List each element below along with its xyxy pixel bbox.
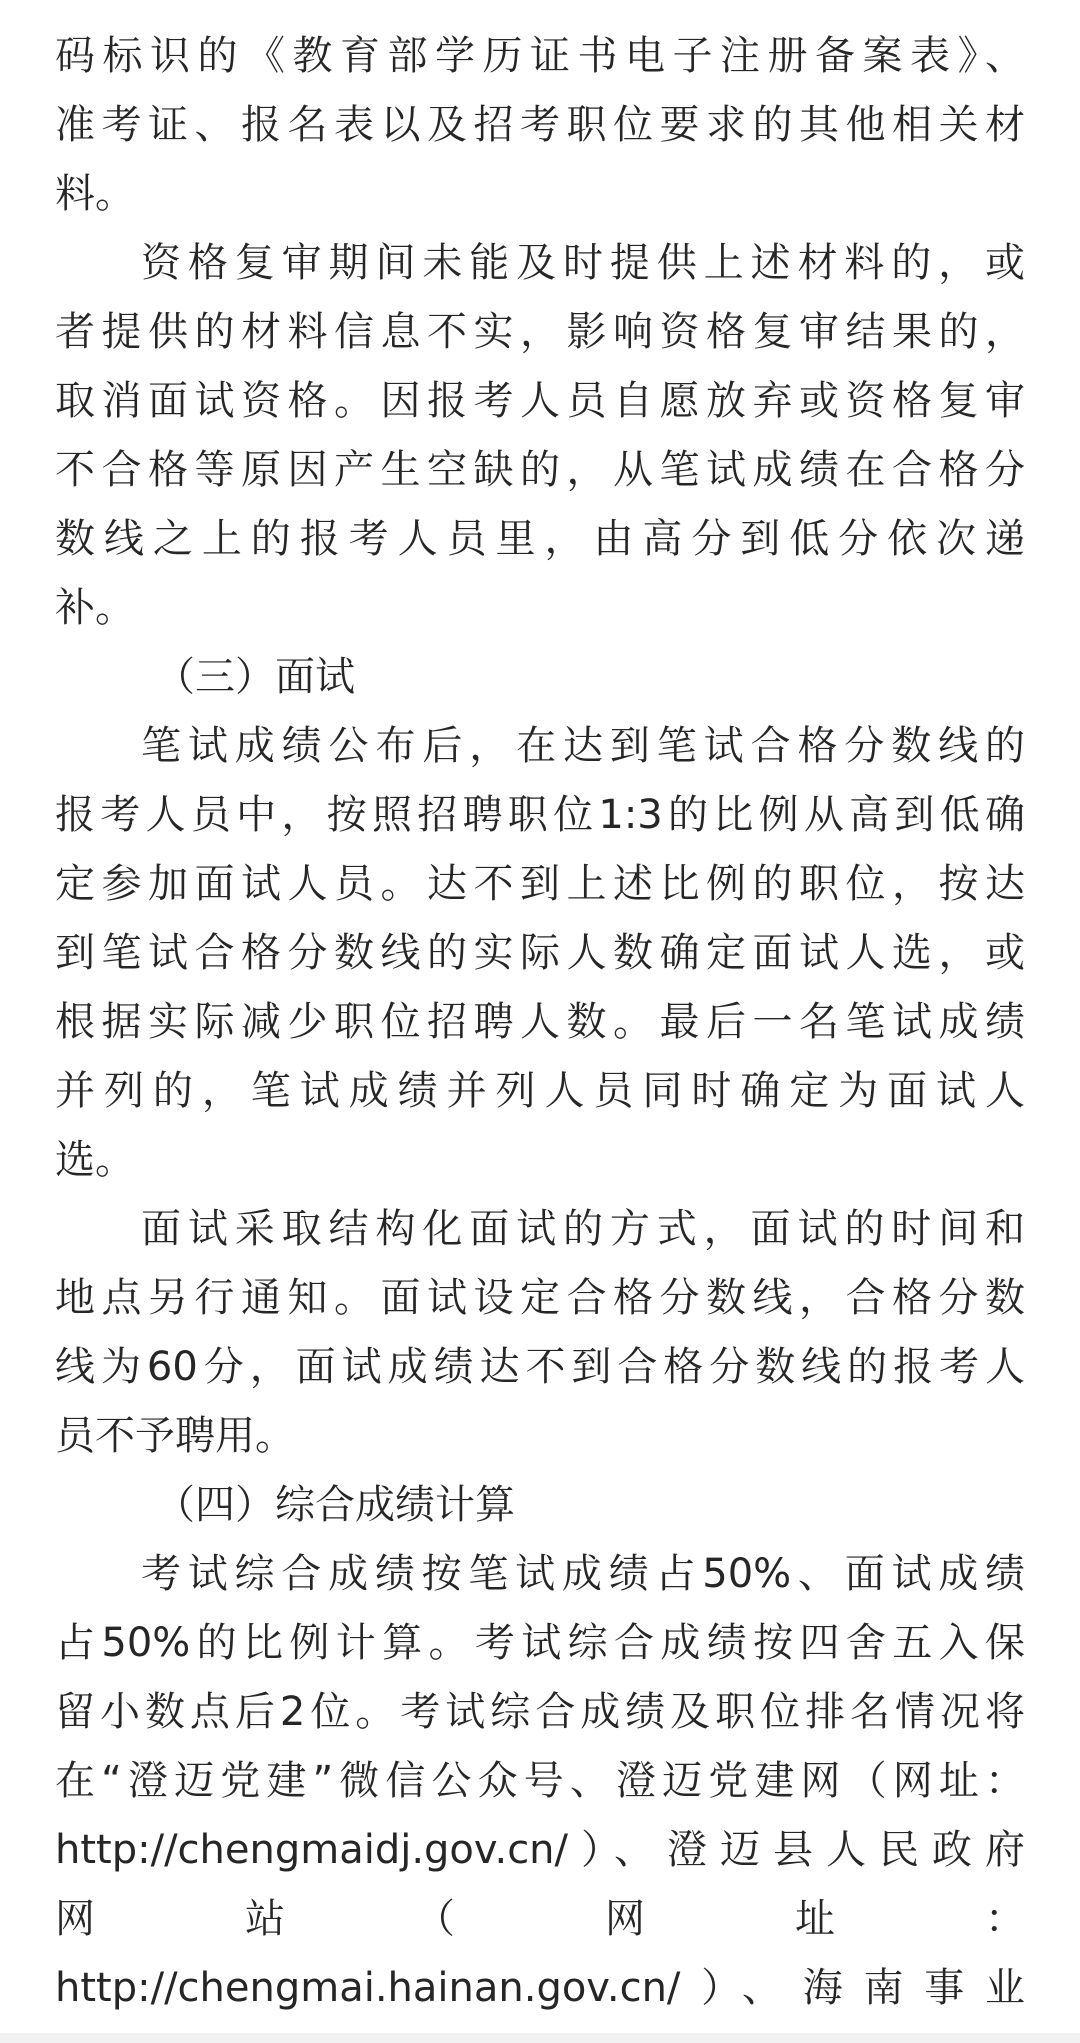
bottom-divider — [0, 2033, 1080, 2043]
text-line-11: 笔试成绩公布后，在达到笔试合格分数线的 — [141, 723, 1025, 769]
text-line-9: 补。 — [55, 585, 135, 631]
text-line-8: 数线之上的报考人员里，由高分到低分依次递 — [55, 516, 1025, 562]
text-line-14: 到笔试合格分数线的实际人数确定面试人选，或 — [55, 930, 1025, 976]
section-heading-interview: （三）面试 — [155, 654, 355, 700]
text-line-6: 取消面试资格。因报考人员自愿放弃或资格复审 — [55, 378, 1025, 424]
text-line-4: 资格复审期间未能及时提供上述材料的，或 — [141, 240, 1025, 286]
text-line-25: 留小数点后2位。考试综合成绩及职位排名情况将 — [55, 1689, 1025, 1735]
text-line-12: 报考人员中，按照招聘职位1:3的比例从高到低确 — [55, 792, 1025, 838]
text-line-23: 考试综合成绩按笔试成绩占50%、面试成绩 — [141, 1551, 1025, 1597]
section-heading-overall-score: （四）综合成绩计算 — [155, 1482, 515, 1528]
text-line-16: 并列的，笔试成绩并列人员同时确定为面试人 — [55, 1068, 1025, 1114]
text-line-3: 料。 — [55, 171, 135, 217]
document-body — [55, 22, 1025, 2023]
text-line-1: 码标识的《教育部学历证书电子注册备案表》、 — [55, 33, 1025, 79]
text-line-24: 占50%的比例计算。考试综合成绩按四舍五入保 — [55, 1620, 1025, 1666]
text-line-26: 在“澄迈党建”微信公众号、澄迈党建网（网址： — [55, 1758, 1025, 1804]
text-line-13: 定参加面试人员。达不到上述比例的职位，按达 — [55, 861, 1025, 907]
text-line-29-url: http://chengmai.hainan.gov.cn/）、海南事业 — [55, 1965, 1025, 2011]
text-line-18: 面试采取结构化面试的方式，面试的时间和 — [141, 1206, 1025, 1252]
text-line-28: 网 站 （ 网 址 ： — [55, 1896, 1025, 1942]
text-line-5: 者提供的材料信息不实，影响资格复审结果的， — [55, 309, 1025, 355]
text-line-7: 不合格等原因产生空缺的，从笔试成绩在合格分 — [55, 447, 1025, 493]
text-line-27-url: http://chengmaidj.gov.cn/）、澄迈县人民政府 — [55, 1827, 1025, 1873]
text-line-20: 线为60分，面试成绩达不到合格分数线的报考人 — [55, 1344, 1025, 1390]
text-line-19: 地点另行通知。面试设定合格分数线，合格分数 — [55, 1275, 1025, 1321]
text-line-17: 选。 — [55, 1137, 135, 1183]
text-line-15: 根据实际减少职位招聘人数。最后一名笔试成绩 — [55, 999, 1025, 1045]
text-line-21: 员不予聘用。 — [55, 1413, 295, 1459]
text-line-2: 准考证、报名表以及招考职位要求的其他相关材 — [55, 102, 1025, 148]
